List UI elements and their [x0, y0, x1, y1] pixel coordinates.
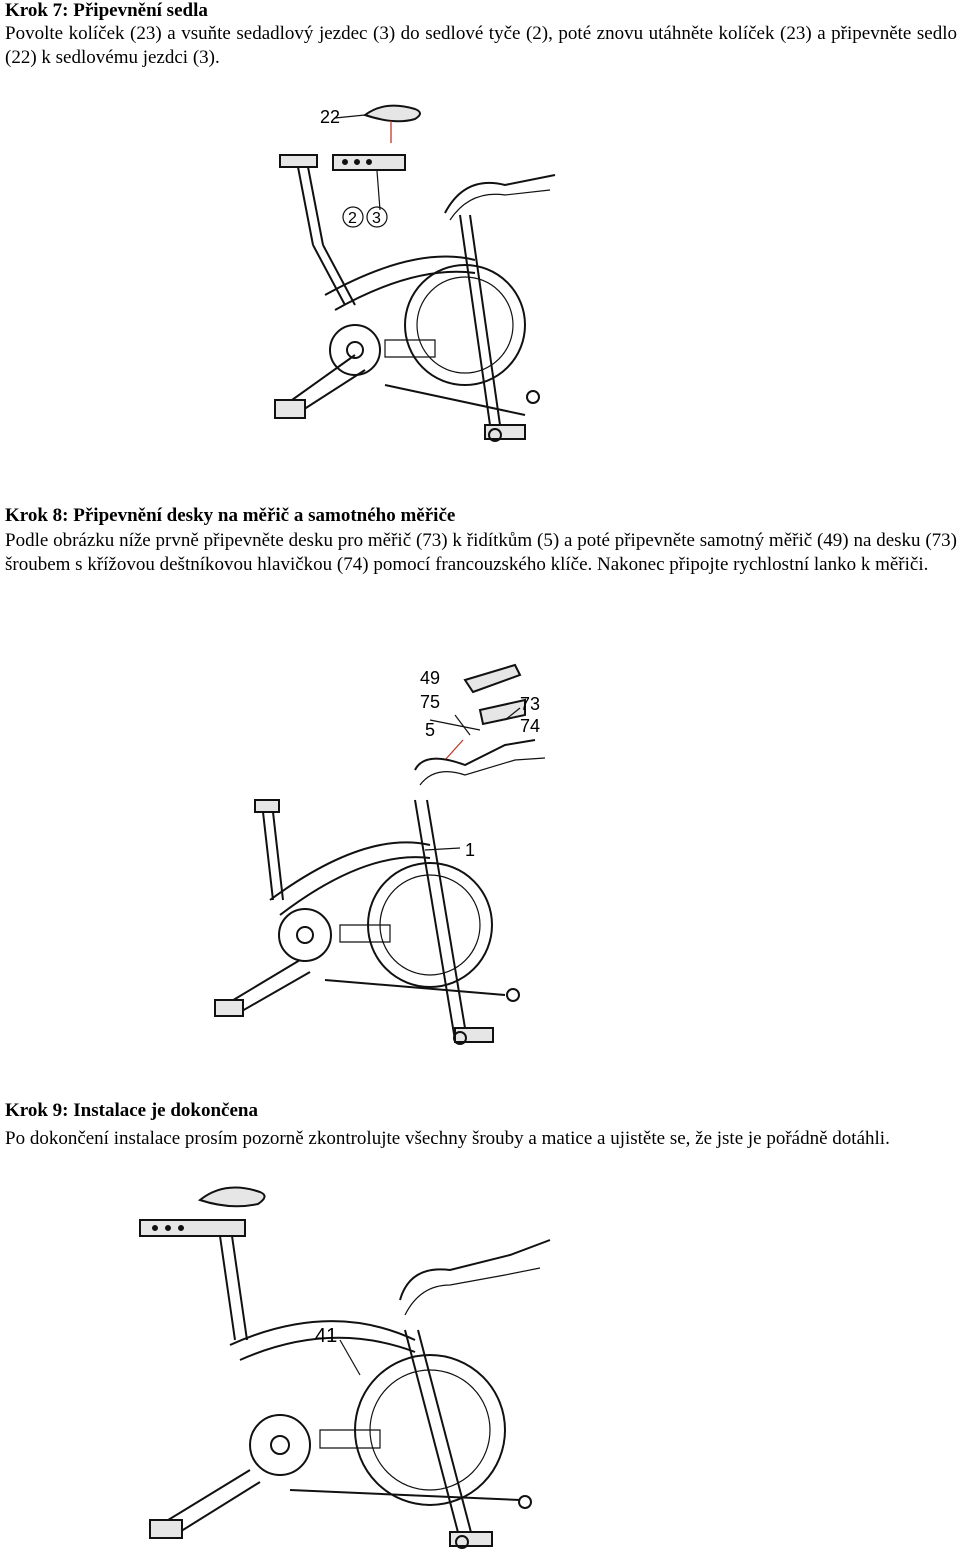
step-7-title: Krok 7: Připevnění sedla: [5, 0, 208, 21]
callout-74: 74: [520, 716, 541, 736]
callout-3: 3: [372, 210, 381, 227]
figure-step-8-meter-assembly: [215, 660, 555, 1060]
callout-22: 22: [320, 107, 341, 127]
callout-1: 1: [465, 840, 476, 860]
callout-41: 41: [315, 1325, 338, 1347]
step-9-text: Po dokončení instalace prosím pozorně zkontrolujte všechny šrouby a matice a ujistěte se, že jste je pořádně dotáhli.: [5, 1128, 890, 1149]
callout-49: 49: [420, 668, 441, 688]
callout-5: 5: [425, 720, 436, 740]
step-8-text: Podle obrázku níže prvně připevněte desku pro měřič (73) k řidítkům (5) a poté připevněte samotný měřič (49) na desku (73) šroubem s křížovou deštníkovou hlavičkou (74) pomocí francouzského klíče. Nakonec připojte rychlostní lanko k měřiči.: [5, 530, 957, 575]
step-7: [5, 0, 957, 70]
callout-2: 2: [348, 210, 357, 227]
step-9-title: Krok 9: Instalace je dokončena: [5, 1100, 258, 1121]
figure-step-7-seat-assembly: [265, 95, 565, 455]
step-8-title: Krok 8: Připevnění desky na měřič a samotného měřiče: [5, 505, 456, 526]
figure-step-9-complete-bike: [130, 1180, 570, 1555]
callout-73: 73: [520, 694, 541, 714]
step-9: [5, 1100, 957, 1151]
step-7-text: Povolte kolíček (23) a vsuňte sedadlový jezdec (3) do sedlové tyče (2), poté znovu utáhněte kolíček (23) a připevněte sedlo (22) k sedlovému jezdci (3).: [5, 23, 957, 68]
step-8: [5, 505, 957, 577]
callout-75: 75: [420, 692, 441, 712]
